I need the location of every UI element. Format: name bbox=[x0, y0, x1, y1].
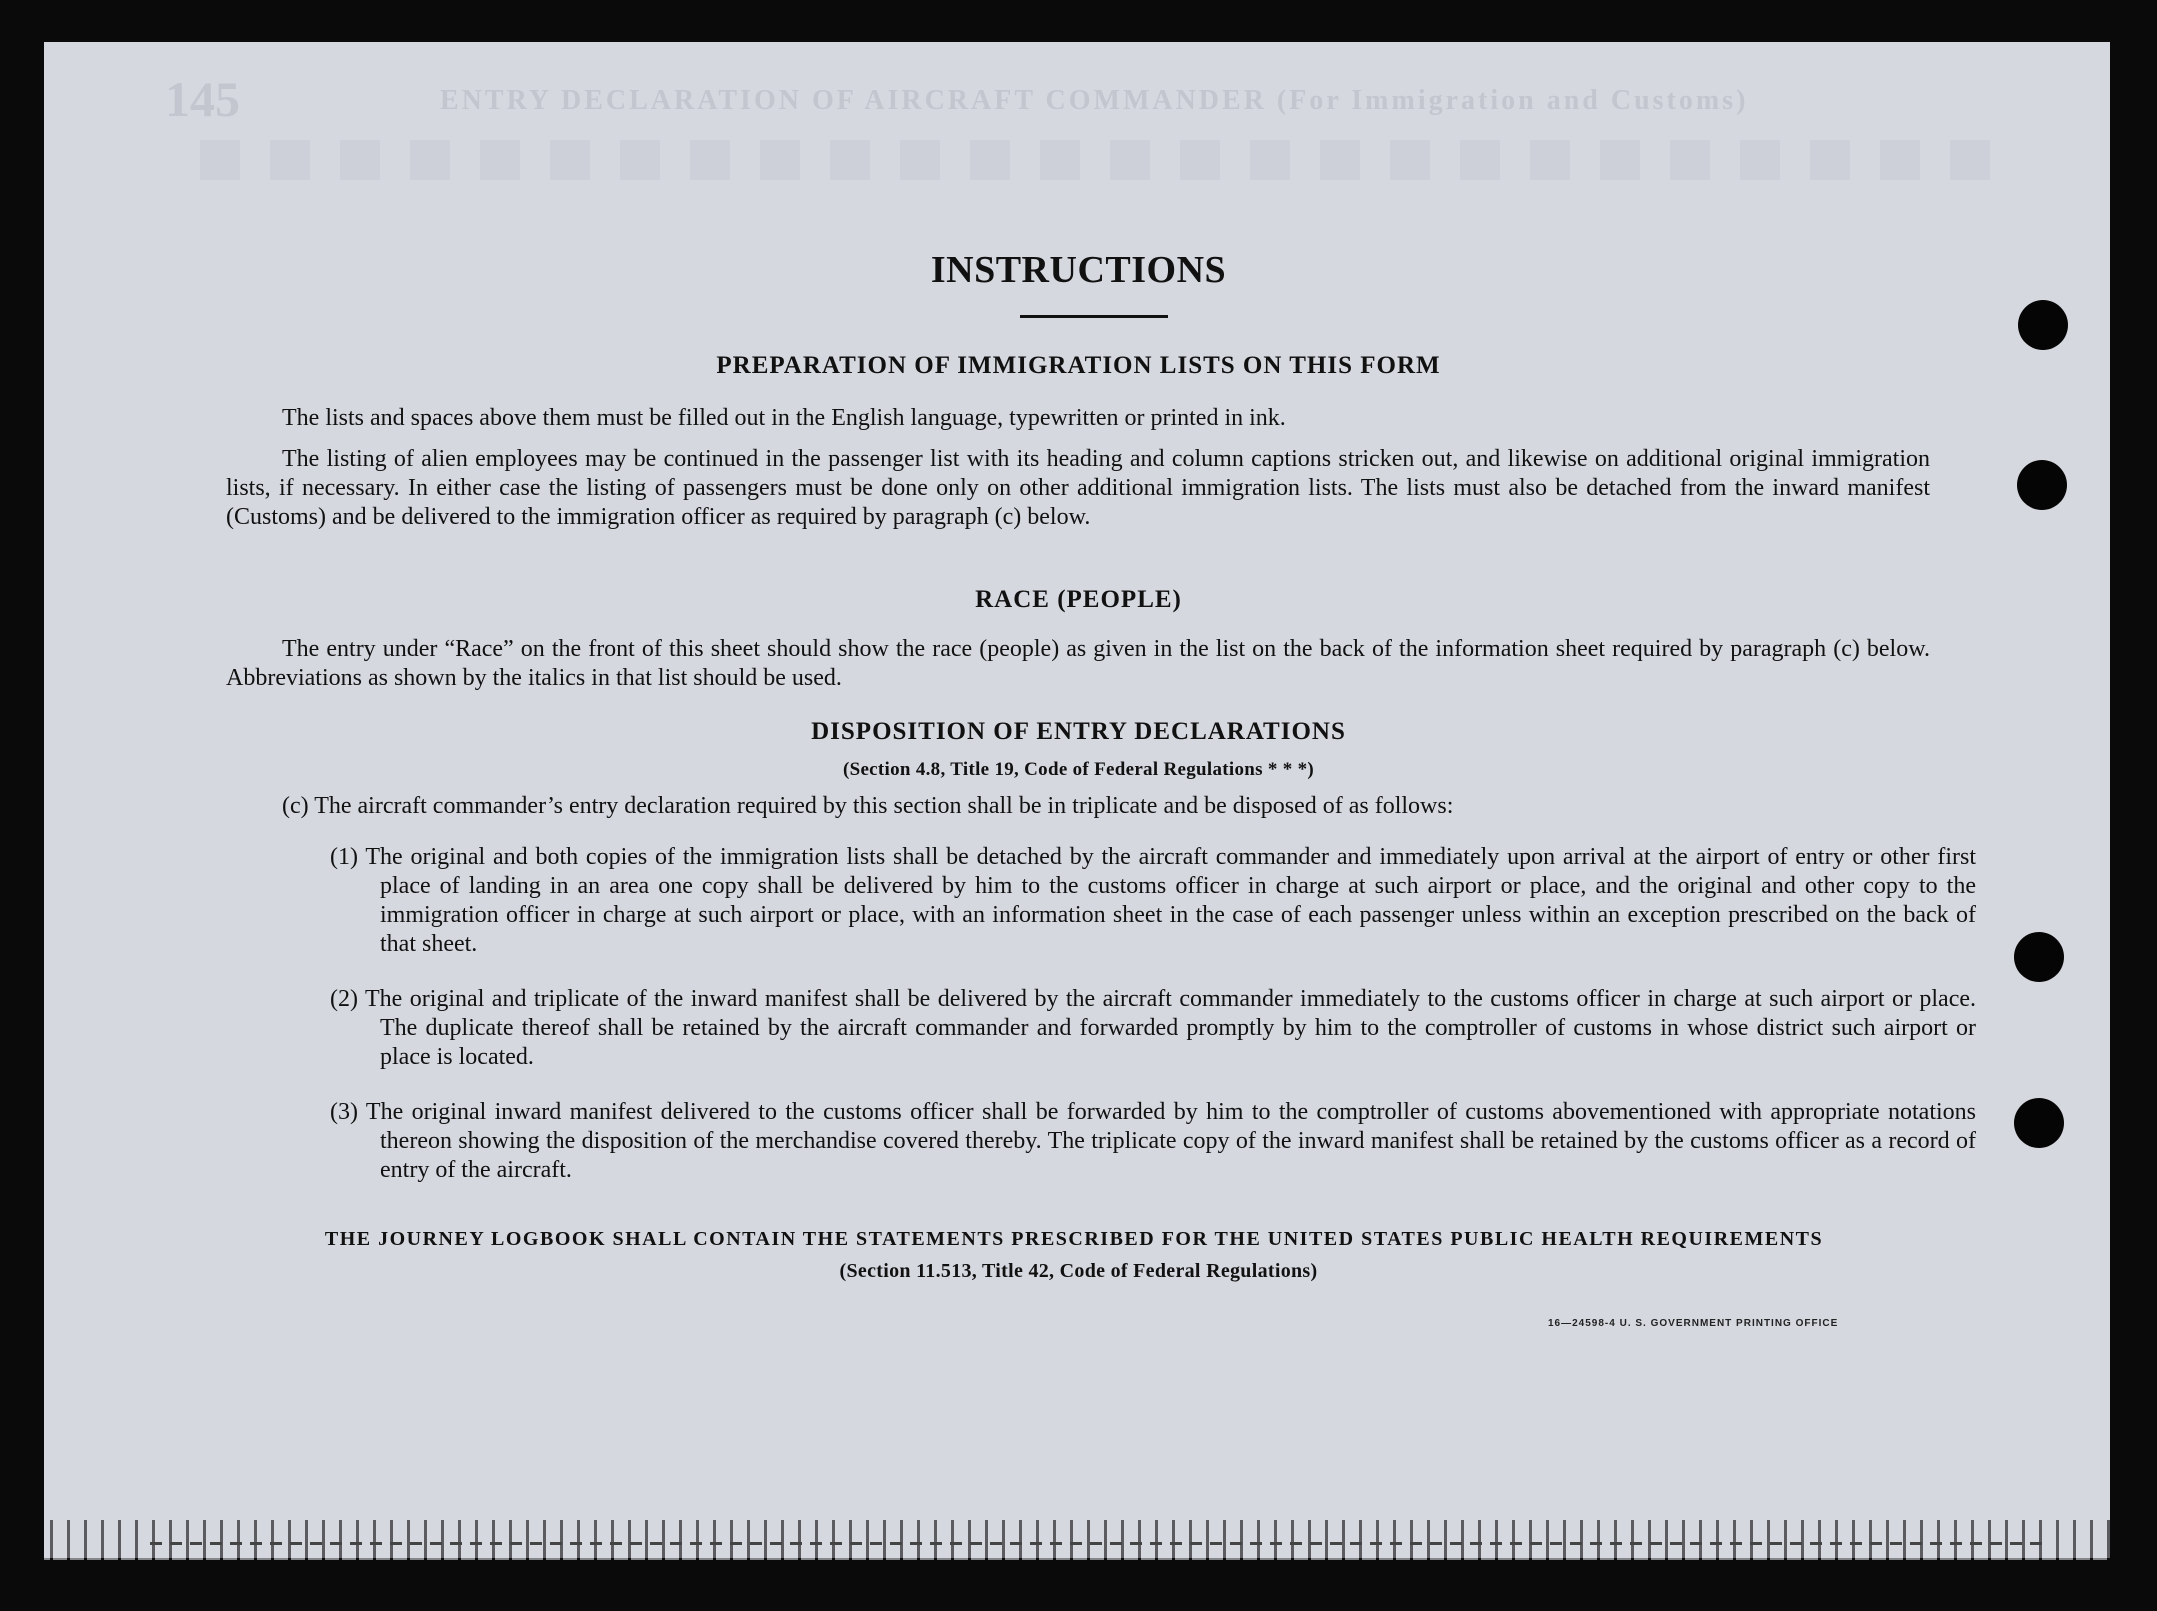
journey-citation: (Section 11.513, Title 42, Code of Federal Regulations) bbox=[839, 1260, 1318, 1282]
torn-edge bbox=[44, 1520, 2110, 1560]
bleed-through-title: ENTRY DECLARATION OF AIRCRAFT COMMANDER (For Immigration and Customs) bbox=[440, 85, 1749, 116]
paragraph-alien-employees: The listing of alien employees may be continued in the passenger list with its heading and column captions stricken out, and likewise on additional original immigration lists, if necessary. In either case the listing of passengers must be done only on other additional immigration lists. The lists must also be detached from the inward manifest (Customs) and be delivered to the immigration officer as required by paragraph (c) below. bbox=[226, 446, 1930, 530]
binder-hole bbox=[2017, 460, 2067, 510]
journey-logbook-statement: THE JOURNEY LOGBOOK SHALL CONTAIN THE STATEMENTS PRESCRIBED FOR THE UNITED STATES PUBLIC HEALTH REQUIREMENTS bbox=[324, 1228, 1824, 1250]
title-underline bbox=[1020, 315, 1168, 318]
printer-mark: 16—24598-4 U. S. GOVERNMENT PRINTING OFFICE bbox=[1548, 1318, 1839, 1329]
list-item: (1) The original and both copies of the immigration lists shall be detached by the aircraft commander and immediately upon arrival at the airport of entry or other first place of landing in an area one copy shall be delivered by him to the customs officer in charge at such airport or place, and the original and other copy to the immigration officer in charge at such airport or place, with an information sheet in the case of each passenger unless within an exception prescribed on the back of that sheet. bbox=[330, 844, 1976, 957]
section-heading-race: RACE (PEOPLE) bbox=[975, 586, 1182, 613]
section-heading-disposition: DISPOSITION OF ENTRY DECLARATIONS bbox=[811, 718, 1346, 745]
perforation-line bbox=[150, 1542, 2050, 1545]
page-title: INSTRUCTIONS bbox=[930, 249, 1227, 291]
disposition-citation: (Section 4.8, Title 19, Code of Federal Regulations * * *) bbox=[842, 759, 1315, 780]
section-heading-preparation: PREPARATION OF IMMIGRATION LISTS ON THIS FORM bbox=[716, 352, 1441, 379]
binder-hole bbox=[2014, 1098, 2064, 1148]
binder-hole bbox=[2014, 932, 2064, 982]
paragraph-c: (c) The aircraft commander’s entry declaration required by this section shall be in triplicate and be disposed of as follows: bbox=[282, 793, 1454, 819]
list-item: (2) The original and triplicate of the inward manifest shall be delivered by the aircraft commander immediately to the customs officer in charge at such airport or place. The duplicate thereof shall be retained by the aircraft commander and forwarded promptly by him to the comptroller of customs in whose district such airport or place is located. bbox=[330, 986, 1976, 1070]
list-item: (3) The original inward manifest delivered to the customs officer shall be forwarded by him to the comptroller of customs abovementioned with appropriate notations thereon showing the disposition of the merchandise covered thereby. The triplicate copy of the inward manifest shall be retained by the customs officer as a record of entry of the aircraft. bbox=[330, 1099, 1976, 1183]
binder-hole bbox=[2018, 300, 2068, 350]
bleed-through-page-number: 145 bbox=[165, 71, 240, 127]
paragraph-race: The entry under “Race” on the front of this sheet should show the race (people) as given in the list on the back of the information sheet required by paragraph (c) below. Abbreviations as shown by the italics in that list should be used. bbox=[226, 636, 1930, 691]
paragraph-language: The lists and spaces above them must be filled out in the English language, typewritten or printed in ink. bbox=[282, 405, 1286, 431]
